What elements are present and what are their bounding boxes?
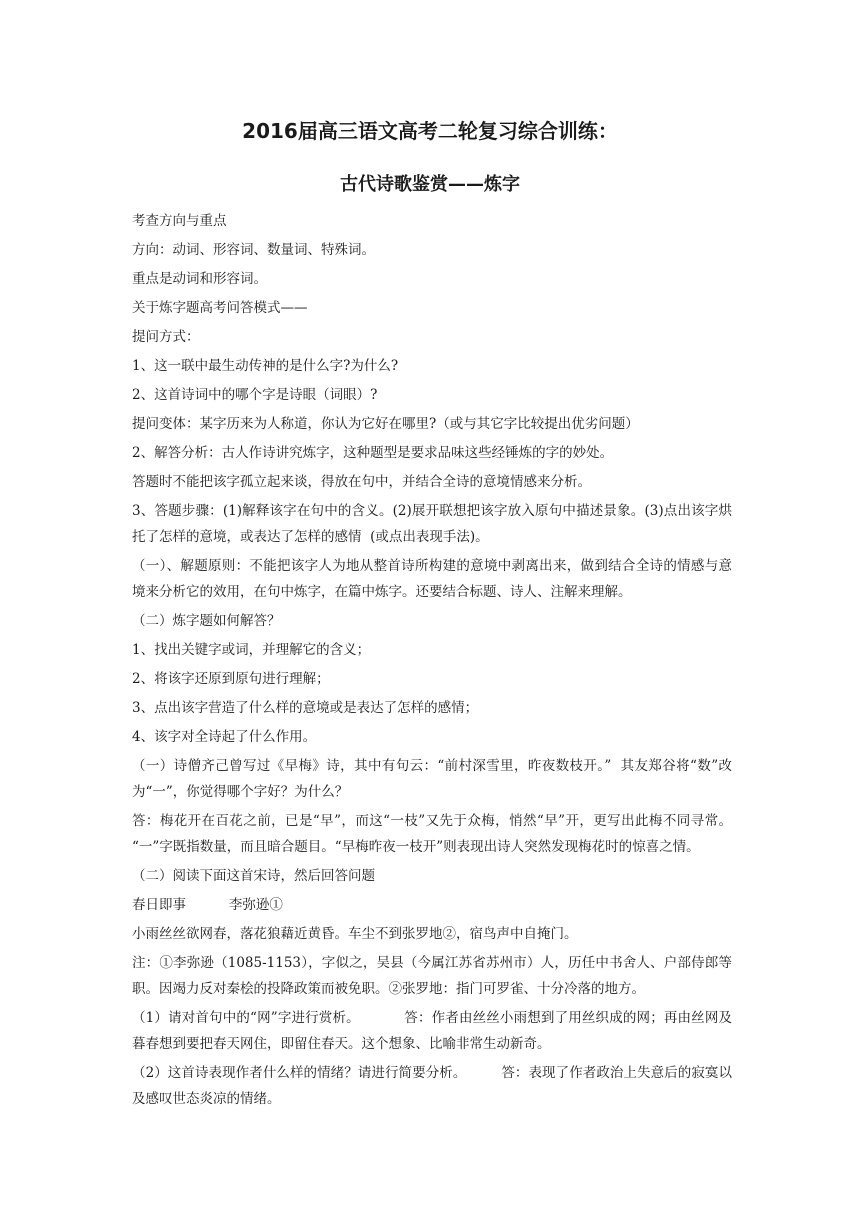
paragraph: （一）、解题原则：不能把该字人为地从整首诗所构建的意境中剥离出来，做到结合全诗的情感与意境来分析它的效用，在句中炼字，在篇中炼字。还要结合标题、诗人、注解来理解。 — [132, 558, 732, 600]
poem-notes: 注：①李弥逊（1085-1153），字似之，吴县（今属江苏省苏州市）人，历任中书舍人、户部侍郎等职。因竭力反对秦桧的投降政策而被免职。②张罗地：指门可罗雀、十分冷落的地方。 — [132, 955, 732, 997]
paragraph: 答题时不能把该字孤立起来谈，得放在句中，并结合全诗的意境情感来分析。 — [132, 474, 591, 490]
poem-text: 小雨丝丝欲网春，落花狼藉近黄昏。车尘不到张罗地②，宿鸟声中自掩门。 — [132, 926, 578, 942]
paragraph: 重点是动词和形容词。 — [132, 271, 267, 287]
paragraph: 关于炼字题高考问答模式—— — [132, 300, 308, 316]
paragraph: 4、该字对全诗起了什么作用。 — [132, 729, 317, 745]
paragraph: （一）诗僧齐己曾写过《早梅》诗，其中有句云：“前村深雪里，昨夜数枝开。” 其友郑谷将“数”改为“一”，你觉得哪个字好？为什么？ — [132, 758, 732, 800]
document-title: 2016届高三语文高考二轮复习综合训练： — [242, 119, 618, 143]
section-heading: 考查方向与重点 — [132, 213, 227, 229]
question-answer: （1）请对首句中的“网”字进行赏析。 答：作者由丝丝小雨想到了用丝织成的网；再由丝网及暮春想到要把春天网住，即留住春天。这个想象、比喻非常生动新奇。 — [132, 1010, 732, 1052]
question-answer: （2）这首诗表现作者什么样的情绪？请进行简要分析。 答：表现了作者政治上失意后的寂寞以及感叹世态炎凉的情绪。 — [132, 1065, 732, 1107]
paragraph: （二）炼字题如何解答？ — [132, 613, 281, 629]
paragraph: 方向：动词、形容词、数量词、特殊词。 — [132, 242, 375, 258]
poem-title-line: 春日即事 李弥逊① — [132, 897, 283, 913]
paragraph: 提问变体：某字历来为人称道，你认为它好在哪里?（或与其它字比较提出优劣问题） — [132, 416, 639, 432]
paragraph: 提问方式： — [132, 329, 200, 345]
paragraph: （二）阅读下面这首宋诗，然后回答问题 — [132, 868, 375, 884]
paragraph: 1、这一联中最生动传神的是什么字?为什么? — [132, 358, 399, 374]
paragraph: 3、答题步骤：(1)解释该字在句中的含义。(2)展开联想把该字放入原句中描述景象。(3)点出该字烘托了怎样的意境，或表达了怎样的感情 (或点出表现手法)。 — [132, 503, 732, 545]
document-body — [132, 208, 741, 1115]
paragraph: 2、这首诗词中的哪个字是诗眼（词眼）? — [132, 387, 378, 403]
paragraph: 答：梅花开在百花之前，已是“早”，而这“一枝”又先于众梅，悄然“早”开，更写出此梅不同寻常。 “一”字既指数量，而且暗合题目。“早梅昨夜一枝开”则表现出诗人突然发现梅花时的惊喜之情。 — [132, 813, 741, 855]
paragraph: 3、点出该字营造了什么样的意境或是表达了怎样的感情； — [132, 700, 479, 716]
paragraph: 2、解答分析：古人作诗讲究炼字，这种题型是要求品味这些经锤炼的字的妙处。 — [132, 445, 614, 461]
document-subtitle: 古代诗歌鉴赏——炼字 — [340, 174, 520, 195]
paragraph: 1、找出关键字或词，并理解它的含义； — [132, 642, 371, 658]
paragraph: 2、将该字还原到原句进行理解； — [132, 671, 330, 687]
